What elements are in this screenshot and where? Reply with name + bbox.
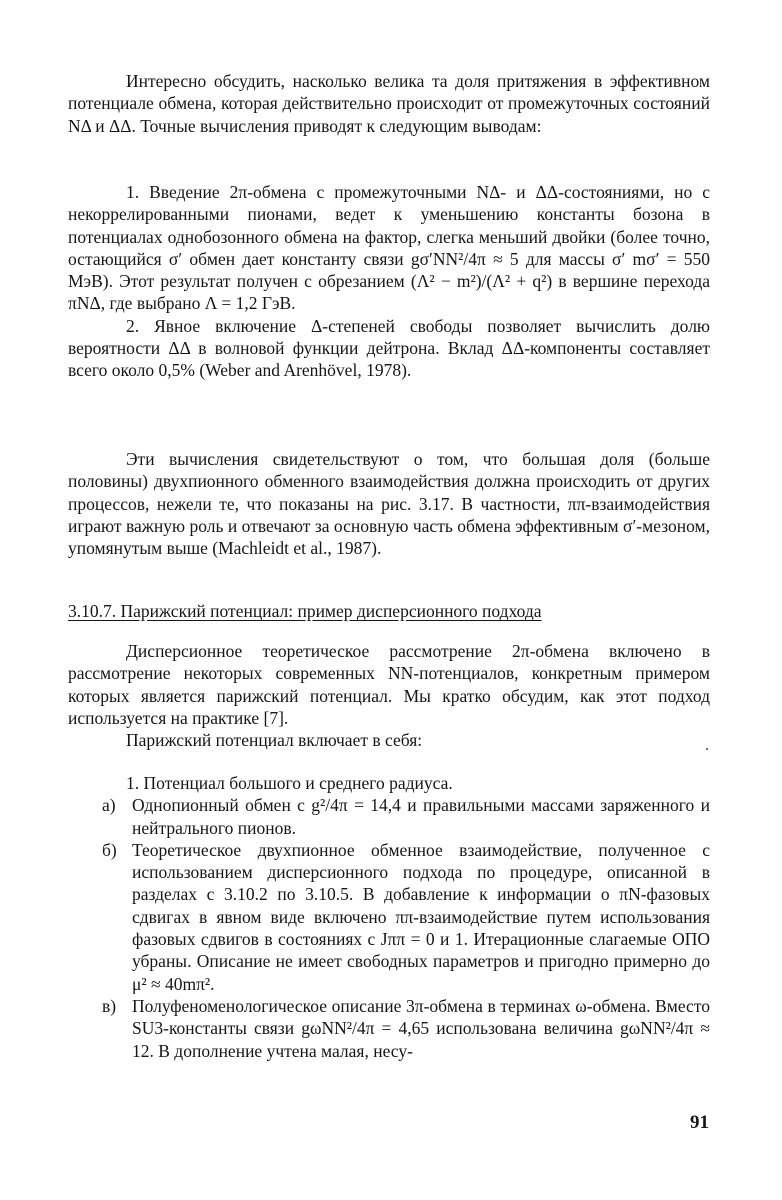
list-marker-a: а) [102, 795, 116, 816]
potential-components-list [68, 772, 710, 1062]
list-text-b: Теоретическое двухпионное обменное взаимодействие, полученное с использованием дисперсионного подхода по процедуре, описанной в разделах с 3.10.2 по 3.10.5. В добавление к информации о πN-фазовых сдвигах в явном виде включено ππ-взаимодействие путем использования фазовых сдвигов в состояниях с Jππ = 0 и 1. Итерационные слагаемые ОПО убраны. Описание не имеет свободных параметров и пригодно примерно до μ² ≈ 40mπ². [132, 839, 710, 994]
section-body [68, 640, 710, 751]
list-item-a [68, 794, 710, 839]
discussion-paragraph: Эти вычисления свидетельствуют о том, что большая доля (больше половины) двухпионного обменного взаимодействия должна происходить от других процессов, нежели те, что показаны на рис. 3.17. В частности, ππ-взаимодействия играют важную роль и отвечают за основную часть обмена эффективным σ′-мезоном, упомянутым выше (Machleidt et al., 1987). [68, 449, 710, 559]
list-item-b [68, 839, 710, 995]
conclusion-item-1: 1. Введение 2π-обмена с промежуточными NΔ- и ΔΔ-состояниями, но с некоррелированными пионами, ведет к уменьшению константы бозона в потенциалах однобозонного обмена на фактор, слегка меньший двойки (более точно, остающийся σ′ обмен дает константу связи gσ′NN²/4π ≈ 5 для массы σ′ mσ′ = 550 МэВ). Этот результат получен с обрезанием (Λ² − m²)/(Λ² + q²) в вершине перехода πNΔ, где выбрано Λ = 1,2 ГэВ. [68, 182, 710, 314]
list-marker-c: в) [102, 995, 117, 1016]
section-paragraph-1: Дисперсионное теоретическое рассмотрение 2π-обмена включено в рассмотрение некоторых современных NN-потенциалов, конкретным примером которых является парижский потенциал. Мы кратко обсудим, как этот подход используется на практике [7]. [68, 641, 710, 728]
page-number: 91 [690, 1112, 709, 1133]
list-text-c: Полуфеноменологическое описание 3π-обмена в терминах ω-обмена. Вместо SU3-константы связи gωNN²/4π = 4,65 использована величина gωNN²/4π ≈ 12. В дополнение учтена малая, несу- [132, 995, 710, 1061]
intro-paragraph: Интересно обсудить, насколько велика та доля притяжения в эффективном потенциале обмена, которая действительно происходит от промежуточных состояний NΔ и ΔΔ. Точные вычисления приводят к следующим выводам: [68, 71, 710, 136]
list-text-a: Однопионный обмен с g²/4π = 14,4 и правильными массами заряженного и нейтрального пионов. [132, 795, 710, 838]
list-marker-b: б) [102, 839, 117, 860]
section-heading: 3.10.7. Парижский потенциал: пример дисперсионного подхода [68, 601, 542, 621]
conclusion-item-2: 2. Явное включение Δ-степеней свободы позволяет вычислить долю вероятности ΔΔ в волновой функции дейтрона. Вклад ΔΔ-компоненты составляет всего около 0,5% (Weber and Arenhövel, 1978). [68, 315, 710, 381]
section-paragraph-2: Парижский потенциал включает в себя: [126, 730, 423, 751]
conclusions-list [68, 181, 710, 382]
discussion-section [68, 448, 710, 559]
list-item-1: 1. Потенциал большого и среднего радиуса. [126, 773, 453, 793]
scan-speck [706, 748, 708, 750]
list-item-c [68, 995, 710, 1062]
intro-section [68, 70, 710, 137]
